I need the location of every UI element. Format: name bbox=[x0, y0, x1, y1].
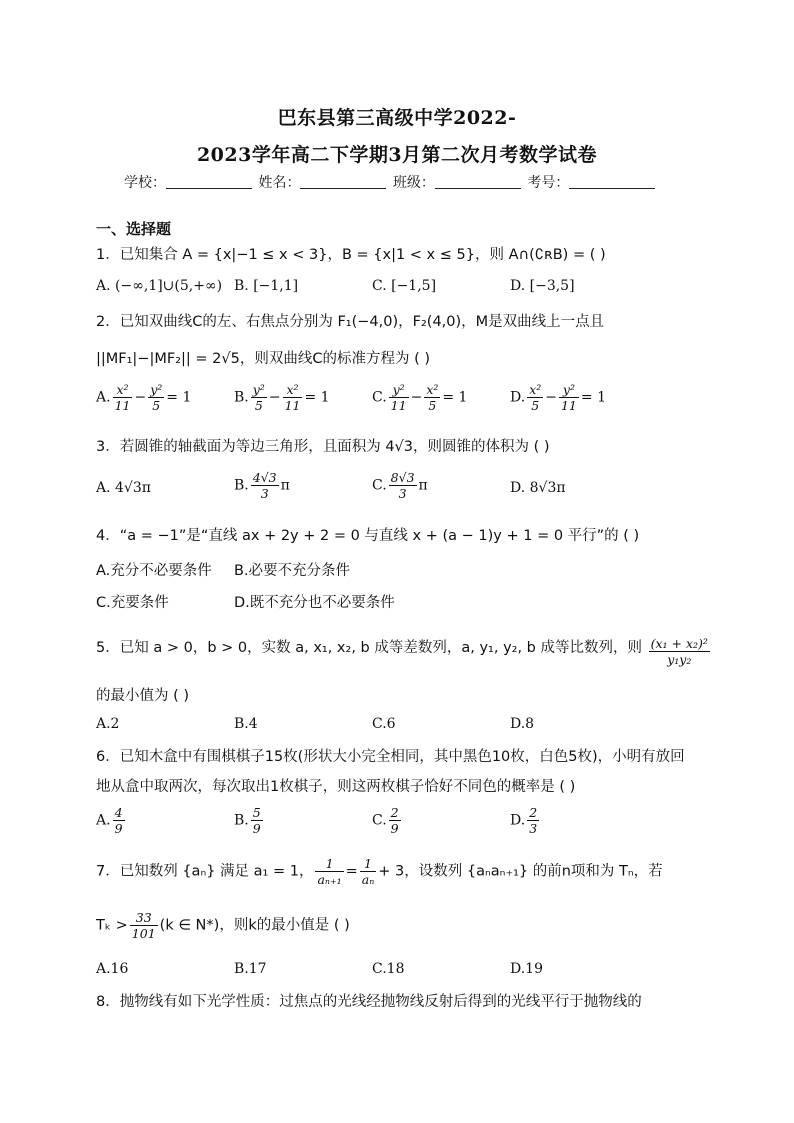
question-5-text: 5．已知 a > 0，b > 0，实数 a, x₁, x₂, b 成等差数列，a, y₁, y₂, b 成等比数列，则 $\frac{\text{(x₁ + x₂)²}}{\text{y₁y₂}}$ bbox=[96, 636, 708, 667]
q6-option-c[interactable]: C. $\frac{2}{9}$ bbox=[372, 805, 399, 836]
question-7-text-2: Tₖ > $\frac{33}{101}$ (k ∈ N*)，则k的最小值是 ( ) bbox=[96, 910, 350, 941]
question-2-text-1: 2．已知双曲线C的左、右焦点分别为 F₁(−4,0)，F₂(4,0)，M是双曲线上一点且 bbox=[96, 314, 605, 330]
name-label: 姓名： bbox=[258, 175, 301, 191]
q1-option-a[interactable]: A. (−∞,1]∪(5,+∞) bbox=[96, 278, 223, 294]
q7-option-c[interactable]: C.18 bbox=[372, 961, 405, 977]
question-4-text: 4．“a = −1”是“直线 ax + 2y + 2 = 0 与直线 x + (a − 1)y + 1 = 0 平行”的 ( ) bbox=[96, 528, 640, 544]
q5-option-a[interactable]: A.2 bbox=[96, 716, 120, 732]
question-7-text-1: 7．已知数列 {aₙ} 满足 a₁ = 1， $\frac{1}{\text{aₙ₊₁}}$ = $\frac{1}{\text{aₙ}}$ + 3，设数列 {aₙaₙ₊₁} 的前n项和为 Tₙ，若 bbox=[96, 856, 663, 887]
class-blank[interactable] bbox=[435, 188, 521, 189]
q2-option-a[interactable]: A. $\frac{\text{x²}}{11}$ − $\frac{\text{y²}}{5}$ = 1 bbox=[96, 382, 192, 413]
exam-no-label: 考号： bbox=[527, 175, 570, 191]
question-1-text: 1．已知集合 A = {x|−1 ≤ x < 3}，B = {x|1 < x ≤ 5}，则 A∩(∁ʀB) = ( ) bbox=[96, 247, 606, 263]
q2-option-c[interactable]: C. $\frac{\text{y²}}{11}$ − $\frac{\text{x²}}{5}$ = 1 bbox=[372, 382, 468, 413]
q5-option-d[interactable]: D.8 bbox=[510, 716, 535, 732]
q2-option-d[interactable]: D. $\frac{\text{x²}}{5}$ − $\frac{\text{y²}}{11}$ = 1 bbox=[510, 382, 606, 413]
q6-option-b[interactable]: B. $\frac{5}{9}$ bbox=[234, 805, 261, 836]
school-label: 学校： bbox=[124, 175, 166, 191]
q2-option-b[interactable]: B. $\frac{\text{y²}}{5}$ − $\frac{\text{x²}}{11}$ = 1 bbox=[234, 382, 330, 413]
school-blank[interactable] bbox=[166, 188, 252, 189]
q3-option-a[interactable]: A. 4√3π bbox=[96, 480, 151, 496]
question-6-text-1: 6．已知木盒中有围棋棋子15枚(形状大小完全相同，其中黑色10枚，白色5枚)，小明有放回 bbox=[96, 749, 685, 765]
q3-option-b[interactable]: B. $\frac{4√3}{3}$ π bbox=[234, 470, 290, 501]
section-heading: 一、选择题 bbox=[96, 220, 172, 238]
q7-option-a[interactable]: A.16 bbox=[96, 961, 129, 977]
q6-option-d[interactable]: D. $\frac{2}{3}$ bbox=[510, 805, 538, 836]
q4-option-c[interactable]: C.充要条件 bbox=[96, 595, 169, 611]
q4-option-d[interactable]: D.既不充分也不必要条件 bbox=[234, 595, 395, 611]
question-8-text: 8．抛物线有如下光学性质：过焦点的光线经抛物线反射后得到的光线平行于抛物线的 bbox=[96, 994, 642, 1010]
question-4-options-row-1 bbox=[96, 559, 351, 580]
question-5-text-2: 的最小值为 ( ) bbox=[96, 688, 190, 704]
exam-title-line1: 巴东县第三高级中学2022- bbox=[277, 107, 517, 129]
name-blank[interactable] bbox=[300, 188, 386, 189]
q7-option-d[interactable]: D.19 bbox=[510, 961, 543, 977]
q1-option-c[interactable]: C. [−1,5] bbox=[372, 278, 437, 294]
question-6-text-2: 地从盒中取两次，每次取出1枚棋子，则这两枚棋子恰好不同色的概率是 ( ) bbox=[96, 779, 576, 795]
class-label: 班级： bbox=[392, 175, 435, 191]
q7-option-b[interactable]: B.17 bbox=[234, 961, 267, 977]
q6-option-a[interactable]: A. $\frac{4}{9}$ bbox=[96, 805, 123, 836]
question-4-options-row-2 bbox=[96, 591, 395, 612]
q3-option-c[interactable]: C. $\frac{8√3}{3}$ π bbox=[372, 470, 428, 501]
question-3-text: 3．若圆锥的轴截面为等边三角形，且面积为 4√3，则圆锥的体积为 ( ) bbox=[96, 439, 550, 455]
q4-option-b[interactable]: B.必要不充分条件 bbox=[234, 563, 351, 579]
q5-option-b[interactable]: B.4 bbox=[234, 716, 258, 732]
q3-option-d[interactable]: D. 8√3π bbox=[510, 480, 566, 496]
q5-option-c[interactable]: C.6 bbox=[372, 716, 396, 732]
question-2-text-2: ||MF₁|−|MF₂|| = 2√5，则双曲线C的标准方程为 ( ) bbox=[96, 351, 431, 367]
exam-title-line2: 2023学年高二下学期3月第二次月考数学试卷 bbox=[196, 144, 598, 166]
exam-no-blank[interactable] bbox=[569, 188, 655, 189]
q1-option-b[interactable]: B. [−1,1] bbox=[234, 278, 299, 294]
q1-option-d[interactable]: D. [−3,5] bbox=[510, 278, 575, 294]
student-info-row bbox=[124, 172, 657, 192]
q4-option-a[interactable]: A.充分不必要条件 bbox=[96, 563, 212, 579]
